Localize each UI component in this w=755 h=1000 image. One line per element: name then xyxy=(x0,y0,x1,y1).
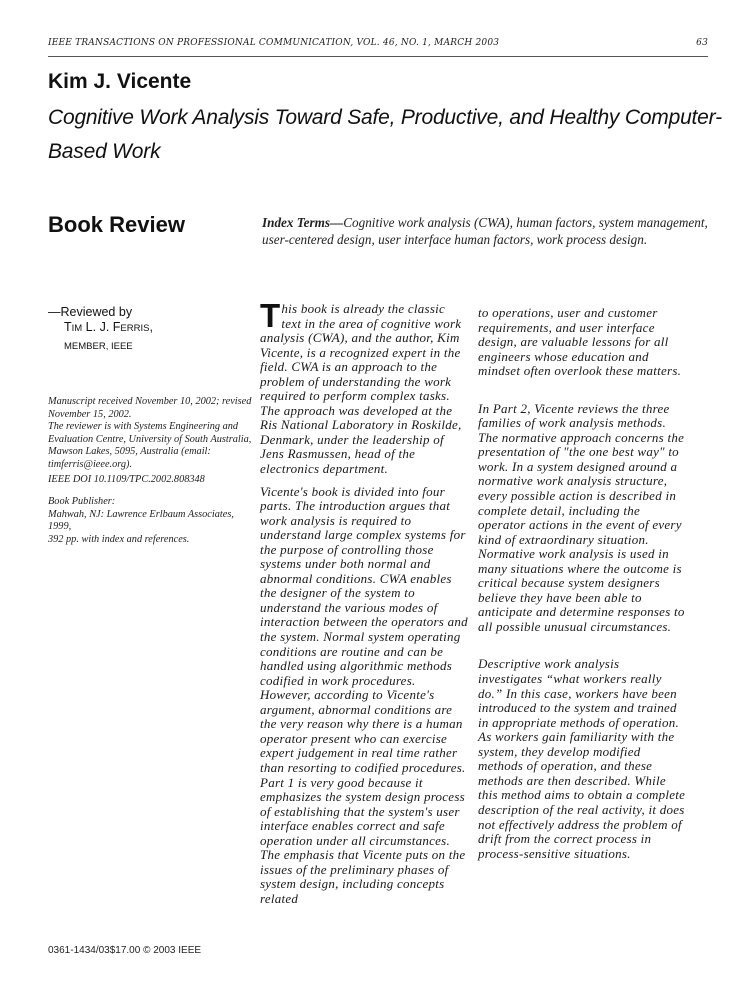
body-column-2 xyxy=(478,306,686,861)
book-author: Kim J. Vicente xyxy=(48,70,192,93)
drop-cap: T xyxy=(260,297,281,334)
reviewer-name: TIM L. J. FERRIS, xyxy=(64,320,153,334)
reviewer-affiliation: The reviewer is with Systems Engineering and Evaluation Centre, University of South Australia, Mawson Lakes, 5095, Australia (email: timferris@ieee.org). xyxy=(48,421,252,470)
book-title: Cognitive Work Analysis Toward Safe, Productive, and Healthy Computer-Based Work xyxy=(48,106,722,163)
publisher-label: Book Publisher: xyxy=(48,496,116,508)
body-paragraph: In Part 2, Vicente reviews the three families of work analysis methods. The normative approach concerns the presentation of "the one best way" to work. In a system designed around a normative work analysis structure, every possible action is described in complete detail, including the operator actions in the event of every kind of extraordinary situation. Normative work analysis is used in many situations where the outcome is critical because system designers believe they have been able to anticipate and determine responses to all possible unusual circumstances. xyxy=(478,400,685,634)
header-rule xyxy=(48,56,708,57)
body-paragraph: to operations, user and customer requirements, and user interface design, are valuable lessons for all engineers whose education and mindset often overlook these matters. xyxy=(478,305,682,379)
body-column-1 xyxy=(260,297,468,906)
manuscript-received: Manuscript received November 10, 2002; revised November 15, 2002. xyxy=(48,396,252,420)
publisher-info: Mahwah, NJ: Lawrence Erlbaum Associates, 1999, xyxy=(48,508,234,533)
reviewer-membership: MEMBER, IEEE xyxy=(64,341,133,352)
reviewed-by-label: —Reviewed by xyxy=(48,305,133,319)
reviewer-block xyxy=(48,305,153,354)
page-count: 392 pp. with index and references. xyxy=(48,533,190,545)
body-paragraph: This book is already the classic text in the area of cognitive work analysis (CWA), and the author, Kim Vicente, is a recognized expert in the field. CWA is an approach to the problem of understanding the work required to perform complex tasks. The approach was developed at the Ris National Laboratory in Roskilde, Denmark, under the leadership of Jens Rasmussen, head of the electronics department. xyxy=(260,297,462,477)
index-terms xyxy=(262,215,712,248)
journal-title: IEEE TRANSACTIONS ON PROFESSIONAL COMMUNICATION, VOL. 46, NO. 1, MARCH 2003 xyxy=(48,38,500,48)
body-paragraph: Descriptive work analysis investigates “what workers really do.” In this case, workers have been introduced to the system and trained in appropriate methods of operation. As workers gain familiarity with the system, they develop modified methods of operation, and these methods are then described. While this method aims to obtain a complete description of the real activity, it does not effectively address the problem of drift from the correct process in process-sensitive situations. xyxy=(478,656,686,861)
section-title: Book Review xyxy=(48,212,185,237)
index-terms-label: Index Terms— xyxy=(262,215,344,230)
index-terms-text: Cognitive work analysis (CWA), human factors, system management, user-centered design, user interface human factors, work process design. xyxy=(262,215,708,247)
copyright-footer: 0361-1434/03$17.00 © 2003 IEEE xyxy=(48,945,202,956)
doi: IEEE DOI 10.1109/TPC.2002.808348 xyxy=(48,473,205,485)
page-number: 63 xyxy=(696,38,708,48)
running-head xyxy=(48,38,708,48)
body-paragraph: Vicente's book is divided into four parts. The introduction argues that work analysis is required to understand large complex systems for the purpose of controlling those systems under both normal and abnormal conditions. CWA enables the designer of the system to understand the various modes of interaction between the operators and the system. Normal system operating conditions are routine and can be handled using algorithmic methods codified in work procedures. However, according to Vicente's argument, abnormal conditions are the very reason why there is a human operator present who can exercise expert judgement in real time rather than resorting to codified procedures. Part 1 is very good because it emphasizes the system design process of establishing that the system's user interface enables correct and safe operation under all circumstances. The emphasis that Vicente puts on the issues of the preliminary phases of system design, including concepts related xyxy=(260,483,468,906)
article-metadata xyxy=(48,396,258,547)
